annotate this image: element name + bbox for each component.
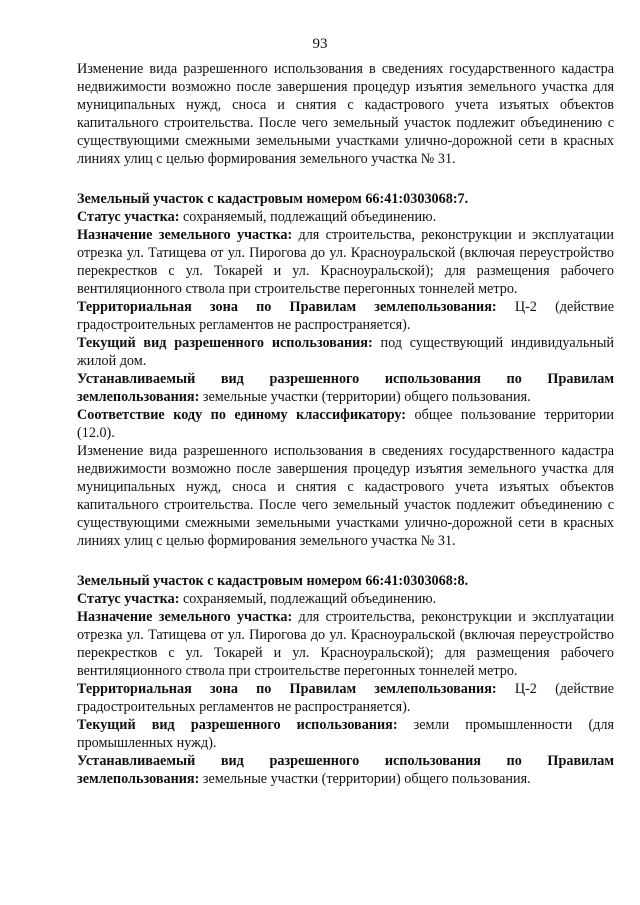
- set-use-label: Устанавливаемый вид разрешенного использования по Правилам землепользования:: [77, 371, 614, 405]
- parcel-section-2: [77, 572, 614, 788]
- zone-value: Ц-2 (действие градостроительных регламентов не распространяется).: [77, 681, 614, 715]
- status-line: [77, 590, 614, 608]
- set-use-line: [77, 370, 614, 406]
- current-use-label: Текущий вид разрешенного использования:: [77, 717, 398, 733]
- set-use-value: земельные участки (территории) общего пользования.: [199, 771, 531, 787]
- document-body: [77, 60, 614, 788]
- current-use-line: [77, 334, 614, 370]
- parcel-heading: Земельный участок с кадастровым номером 66:41:0303068:7.: [77, 191, 469, 207]
- status-label: Статус участка:: [77, 591, 180, 607]
- current-use-label: Текущий вид разрешенного использования:: [77, 335, 373, 351]
- status-value: сохраняемый, подлежащий объединению.: [179, 591, 437, 607]
- current-use-value: земли промышленности (для промышленных нужд).: [77, 717, 614, 751]
- zone-value: Ц-2 (действие градостроительных регламентов не распространяется).: [77, 299, 614, 333]
- zone-label: Территориальная зона по Правилам землепользования:: [77, 681, 497, 697]
- purpose-line: [77, 226, 614, 298]
- purpose-line: [77, 608, 614, 680]
- code-value: общее пользование территории (12.0).: [77, 407, 615, 441]
- purpose-value: для строительства, реконструкции и эксплуатации отрезка ул. Татищева от ул. Пирогова до ул. Красноуральской (включая переустройство перекрестков с ул. Токарей и ул. Красноуральской); для размещения рабочего вентиляционного ствола при строительстве перегонных тоннелей метро.: [77, 609, 614, 679]
- status-value: сохраняемый, подлежащий объединению.: [179, 209, 437, 225]
- code-line: [77, 406, 614, 442]
- status-label: Статус участка:: [77, 209, 180, 225]
- purpose-label: Назначение земельного участка:: [77, 609, 293, 625]
- intro-paragraph: Изменение вида разрешенного использования в сведениях государственного кадастра недвижимости возможно после завершения процедур изъятия земельного участка для муниципальных нужд, сноса и снятия с кадастрового учета изъятых объектов капитального строительства. После чего земельный участок подлежит объединению с существующими смежными земельными участками улично-дорожной сети в красных линиях улиц с целью формирования земельного участка № 31.: [77, 61, 614, 167]
- set-use-line: [77, 752, 614, 788]
- parcel-section-1: [77, 190, 614, 550]
- code-label: Соответствие коду по единому классификатору:: [77, 407, 407, 423]
- purpose-value: для строительства, реконструкции и эксплуатации отрезка ул. Татищева от ул. Пирогова до ул. Красноуральской (включая переустройство перекрестков с ул. Токарей и ул. Красноуральской); для размещения рабочего вентиляционного ствола при строительстве перегонных тоннелей метро.: [77, 227, 614, 297]
- page-number: 93: [312, 36, 328, 52]
- zone-line: [77, 680, 614, 716]
- current-use-value: под существующий индивидуальный жилой дом.: [77, 335, 615, 369]
- zone-label: Территориальная зона по Правилам землепользования:: [77, 299, 497, 315]
- purpose-label: Назначение земельного участка:: [77, 227, 293, 243]
- set-use-label: Устанавливаемый вид разрешенного использования по Правилам землепользования:: [77, 753, 614, 787]
- note-paragraph: Изменение вида разрешенного использования в сведениях государственного кадастра недвижимости возможно после завершения процедур изъятия земельного участка для муниципальных нужд, сноса и снятия с кадастрового учета изъятых объектов капитального строительства. После чего земельный участок подлежит объединению с существующими смежными земельными участками улично-дорожной сети в красных линиях улиц с целью формирования земельного участка № 31.: [77, 443, 614, 549]
- parcel-heading: Земельный участок с кадастровым номером 66:41:0303068:8.: [77, 573, 469, 589]
- current-use-line: [77, 716, 614, 752]
- status-line: [77, 208, 614, 226]
- set-use-value: земельные участки (территории) общего пользования.: [199, 389, 531, 405]
- zone-line: [77, 298, 614, 334]
